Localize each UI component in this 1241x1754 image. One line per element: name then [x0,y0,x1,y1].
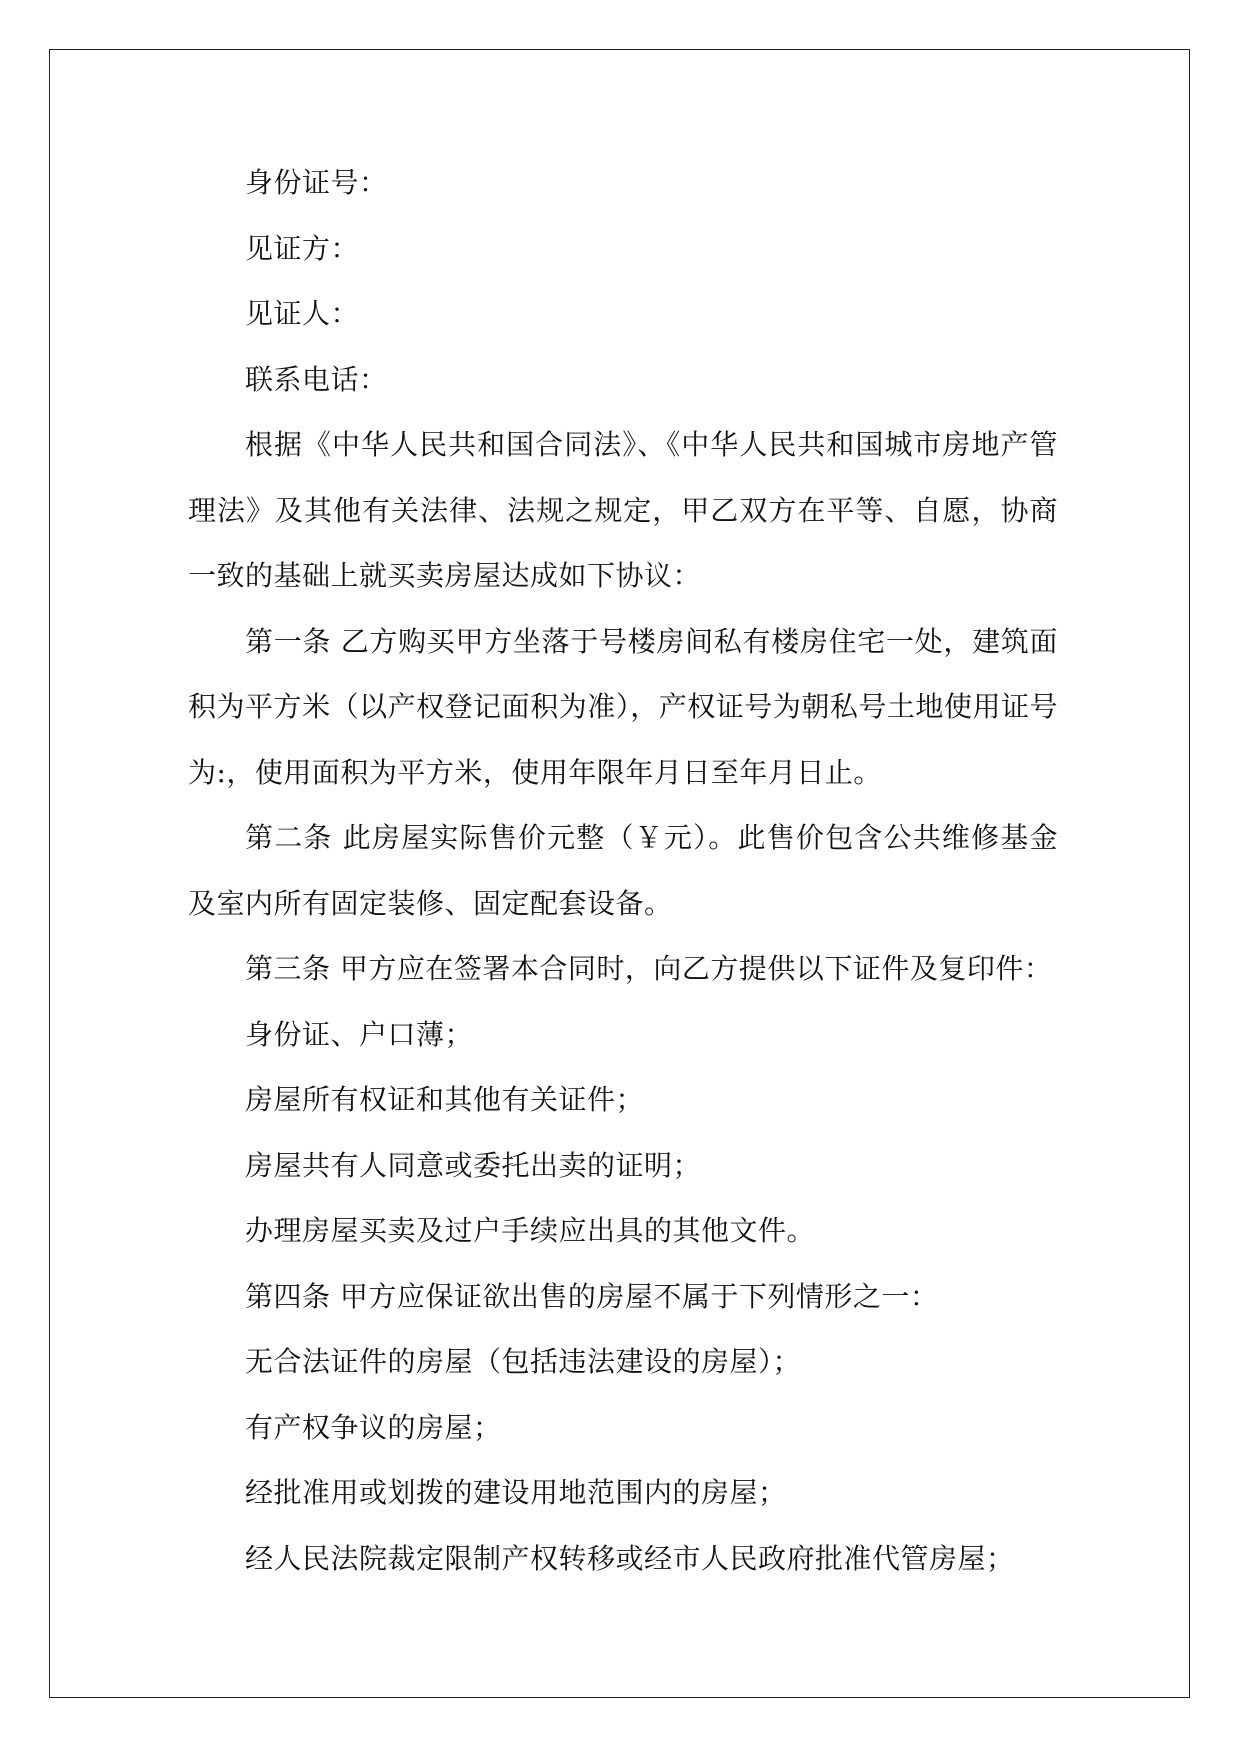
list-item-ownership-certificate: 房屋所有权证和其他有关证件； [245,1083,645,1116]
article-2-paragraph: 第二条 此房屋实际售价元整（￥元）。此售价包含公共维修基金及室内所有固定装修、固定配套设备。 [188,821,1058,920]
id-number-line: 身份证号： [245,166,388,199]
preamble-paragraph: 根据《中华人民共和国合同法》、《中华人民共和国城市房地产管理法》及其他有关法律、法规之规定，甲乙双方在平等、自愿，协商一致的基础上就买卖房屋达成如下协议： [188,428,1058,592]
list-item-illegal-house: 无合法证件的房屋（包括违法建设的房屋）； [245,1345,802,1378]
witness-person-line: 见证人： [245,297,360,330]
list-item-other-documents: 办理房屋买卖及过户手续应出具的其他文件。 [245,1214,816,1247]
article-3-paragraph: 第三条 甲方应在签署本合同时，向乙方提供以下证件及复印件： [245,952,1053,985]
article-4-paragraph: 第四条 甲方应保证欲出售的房屋不属于下列情形之一： [245,1279,939,1313]
list-item-court-restricted-house: 经人民法院裁定限制产权转移或经市人民政府批准代管房屋； [245,1541,1015,1575]
contact-phone-line: 联系电话： [245,362,388,396]
list-item-co-owner-consent: 房屋共有人同意或委托出卖的证明； [245,1148,702,1182]
list-item-disputed-house: 有产权争议的房屋； [245,1410,502,1444]
article-1-paragraph: 第一条 乙方购买甲方坐落于号楼房间私有楼房住宅一处，建筑面积为平方米（以产权登记面积为准），产权证号为朝私号土地使用证号为:，使用面积为平方米，使用年限年月日至年月日止。 [188,624,1058,789]
witness-party-line: 见证方： [245,231,360,265]
document-body [188,150,1058,1591]
list-item-allocated-land-house: 经批准用或划拨的建设用地范围内的房屋； [245,1476,787,1509]
list-item-id-card: 身份证、户口薄； [245,1017,474,1051]
